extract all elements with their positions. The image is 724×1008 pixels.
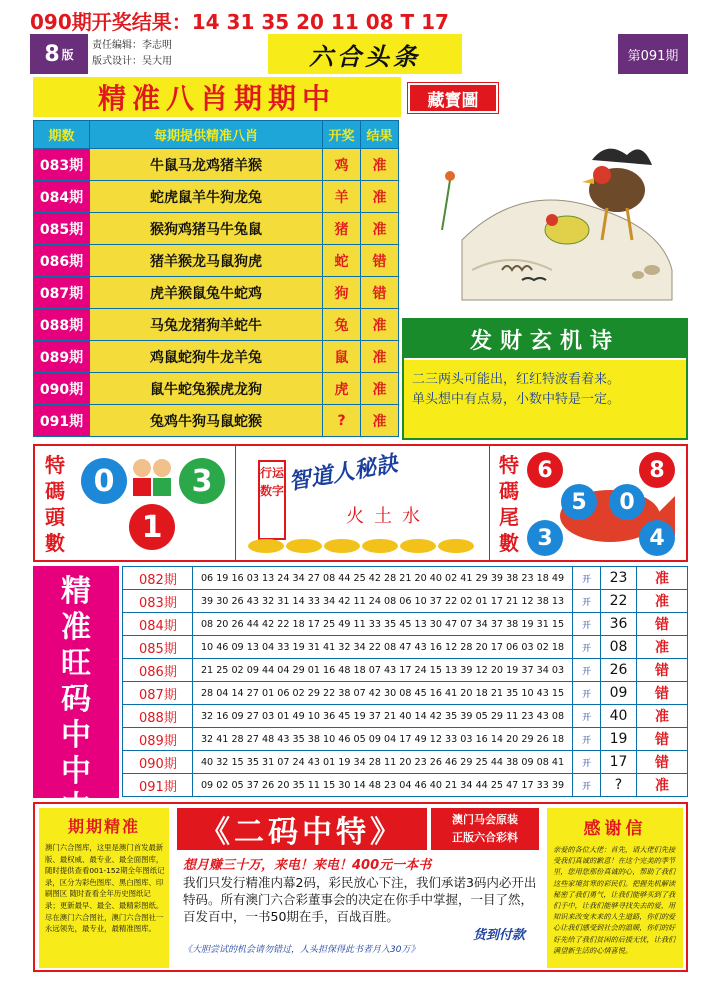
numbers-cell: 39 30 26 43 32 31 14 33 34 42 11 24 08 06 10 37 22 02 01 17 21 12 38 13 — [193, 590, 573, 613]
numbers-cell: 21 25 02 09 44 04 29 01 16 48 18 07 43 17 24 15 13 39 12 20 19 37 34 03 — [193, 659, 573, 682]
table-row — [123, 636, 688, 659]
head-ball: 1 — [129, 504, 175, 550]
eight-zodiac-title: 精准八肖期期中 — [33, 77, 401, 117]
table-row — [123, 682, 688, 705]
numbers-cell: 08 20 26 44 42 22 18 17 25 49 11 33 35 45 13 30 47 07 34 37 38 19 31 15 — [193, 613, 573, 636]
draw-label-cell: 开 — [573, 659, 601, 682]
table-row — [123, 590, 688, 613]
table-row — [34, 213, 399, 245]
numbers-cell: 09 02 05 37 26 20 35 11 15 30 14 48 23 04 46 40 21 34 44 25 47 17 33 39 — [193, 774, 573, 797]
period-cell: 089期 — [34, 341, 90, 373]
draw-label-cell: 开 — [573, 705, 601, 728]
draw-value-cell: ? — [601, 774, 637, 797]
column-header: 每期提供精准八肖 — [90, 121, 323, 149]
table-row — [34, 245, 399, 277]
table-row — [34, 277, 399, 309]
poem-line: 单头想中有点易，小数中特是一定。 — [412, 392, 621, 407]
draw-value-cell: 08 — [601, 636, 637, 659]
period-cell: 086期 — [34, 245, 90, 277]
period-cell: 088期 — [123, 705, 193, 728]
hot-numbers-table — [122, 566, 688, 797]
numbers-cell: 32 41 28 27 48 43 35 38 10 46 05 09 04 17 49 12 33 03 16 14 20 29 26 18 — [193, 728, 573, 751]
period-cell: 087期 — [34, 277, 90, 309]
result-cell: 错 — [637, 659, 688, 682]
draw-cell: 鼠 — [323, 341, 361, 373]
draw-cell: 猪 — [323, 213, 361, 245]
result-cell: 准 — [361, 405, 399, 437]
period-cell: 091期 — [34, 405, 90, 437]
thanks-title: 感谢信 — [583, 819, 647, 839]
tail-ball: 8 — [639, 452, 675, 488]
period-cell: 090期 — [123, 751, 193, 774]
draw-cell: 虎 — [323, 373, 361, 405]
draw-cell: 蛇 — [323, 245, 361, 277]
result-cell: 准 — [361, 181, 399, 213]
numbers-cell: 32 16 09 27 03 01 49 10 36 45 19 37 21 40 14 42 35 39 05 29 11 23 43 08 — [193, 705, 573, 728]
draw-cell: 狗 — [323, 277, 361, 309]
poem-title: 发财玄机诗 — [404, 320, 686, 358]
table-row — [123, 705, 688, 728]
numbers-cell: 40 32 15 35 31 07 24 43 01 19 34 28 11 20 23 26 46 29 25 44 38 09 08 41 — [193, 751, 573, 774]
draw-value-cell: 17 — [601, 751, 637, 774]
edition-badge — [30, 34, 88, 74]
draw-label-cell: 开 — [573, 590, 601, 613]
two-code-title: 《二码中特》 — [177, 808, 427, 850]
table-row — [123, 728, 688, 751]
draw-label-cell: 开 — [573, 774, 601, 797]
draw-cell: 鸡 — [323, 149, 361, 181]
result-cell: 准 — [361, 309, 399, 341]
zodiac-cell: 鸡鼠蛇狗牛龙羊兔 — [90, 341, 323, 373]
result-cell: 错 — [361, 245, 399, 277]
editor-credits — [92, 38, 172, 70]
element-hint: 火土水 — [346, 506, 430, 527]
numbers-cell: 10 46 09 13 04 33 19 31 41 32 34 22 08 47 43 16 12 28 20 17 06 03 02 18 — [193, 636, 573, 659]
result-cell: 准 — [637, 774, 688, 797]
edition-number: 8 — [44, 41, 60, 67]
brand-title: 六合头条 — [268, 34, 462, 74]
result-cell: 错 — [637, 751, 688, 774]
zodiac-cell: 猪羊猴龙马鼠狗虎 — [90, 245, 323, 277]
table-row — [123, 659, 688, 682]
head-ball: 0 — [81, 458, 127, 504]
result-cell: 错 — [637, 728, 688, 751]
special-digits-band — [33, 444, 688, 562]
eight-zodiac-table — [33, 120, 399, 437]
promo-text: 我们只发行精准内幕2码，彩民放心下注，我们承诺3码内必开出特码。所有澳门六合彩董事会的决定在你手中掌握，一目了然，百发百中，一书50期在手，百战百胜。 — [183, 875, 537, 924]
period-cell: 090期 — [34, 373, 90, 405]
period-cell: 086期 — [123, 659, 193, 682]
draw-value-cell: 09 — [601, 682, 637, 705]
result-cell: 错 — [637, 613, 688, 636]
macau-line: 正版六合彩料 — [452, 831, 518, 844]
draw-label-cell: 开 — [573, 728, 601, 751]
draw-value-cell: 23 — [601, 567, 637, 590]
precision-box — [39, 808, 169, 968]
result-cell: 准 — [637, 567, 688, 590]
table-row — [34, 149, 399, 181]
zodiac-cell: 虎羊猴鼠兔牛蛇鸡 — [90, 277, 323, 309]
draw-cell: 羊 — [323, 181, 361, 213]
draw-label-cell: 开 — [573, 682, 601, 705]
period-cell: 083期 — [34, 149, 90, 181]
draw-label-cell: 开 — [573, 613, 601, 636]
rooster-illustration — [402, 120, 688, 314]
period-cell: 083期 — [123, 590, 193, 613]
table-row — [34, 309, 399, 341]
table-row — [34, 405, 399, 437]
draw-label-cell: 开 — [573, 567, 601, 590]
tail-ball: 4 — [639, 520, 675, 556]
draw-value-cell: 36 — [601, 613, 637, 636]
gold-ingot-icon — [246, 534, 480, 554]
zodiac-cell: 猴狗鸡猪马牛兔鼠 — [90, 213, 323, 245]
kids-icon — [127, 452, 177, 502]
issue-badge: 第091期 — [618, 34, 688, 74]
period-cell: 085期 — [123, 636, 193, 659]
result-cell: 错 — [361, 277, 399, 309]
zodiac-cell: 牛鼠马龙鸡猪羊猴 — [90, 149, 323, 181]
table-header-row — [34, 121, 399, 149]
thanks-body: 亲爱的各位大佬：首先，请大佬们先接受我们真诚的歉意！在这个完美的季节里，您用您那份真诚的心，帮助了我们这些家境贫寒的彩民们。把握先机解读秘密了我们勇气，让我们能够买到了我们手中，让我们能够寻找失去的爱，用知识来改变未来的人生道路，你们的爱心让我们感受到社会的温暖，你们的好好先给了我们贫困的后援无忧，让我们满望新生活的心情喜悦。 — [553, 845, 676, 955]
draw-cell: 兔 — [323, 309, 361, 341]
secret-title: 智道人秘訣 — [287, 451, 400, 496]
period-cell: 089期 — [123, 728, 193, 751]
head-ball: 3 — [179, 458, 225, 504]
column-header: 结果 — [361, 121, 399, 149]
lucky-number-label: 行运数字 — [258, 460, 286, 540]
column-header: 开奖 — [323, 121, 361, 149]
draw-label-cell: 开 — [573, 636, 601, 659]
tail-ball: 3 — [527, 520, 563, 556]
designer-line: 版式设计：吴大用 — [92, 56, 172, 67]
slogan: 想月赚三十万，来电！来电！400元一本书 — [183, 858, 432, 873]
draw-cell: ? — [323, 405, 361, 437]
zodiac-cell: 鼠牛蛇兔猴虎龙狗 — [90, 373, 323, 405]
precision-title: 期期精准 — [67, 817, 140, 836]
period-cell: 088期 — [34, 309, 90, 341]
numbers-cell: 28 04 14 27 01 06 02 29 22 38 07 42 30 08 45 16 41 20 18 21 35 10 43 15 — [193, 682, 573, 705]
top-result-banner: 090期开奖结果：14 31 35 20 11 08 T 17 — [30, 10, 449, 34]
table-row — [34, 341, 399, 373]
rooster-icon — [402, 120, 688, 314]
treasure-map-tag: 藏寳圖 — [408, 83, 498, 113]
period-cell: 082期 — [123, 567, 193, 590]
result-cell: 准 — [637, 636, 688, 659]
result-cell: 准 — [361, 149, 399, 181]
zodiac-cell: 马兔龙猪狗羊蛇牛 — [90, 309, 323, 341]
table-row — [123, 613, 688, 636]
editor-line: 责任编辑：李志明 — [92, 40, 172, 51]
header-row — [30, 34, 688, 74]
hot-numbers-label — [33, 566, 119, 798]
result-cell: 错 — [637, 682, 688, 705]
result-cell: 准 — [361, 373, 399, 405]
table-row — [123, 774, 688, 797]
result-cell: 准 — [361, 341, 399, 373]
draw-value-cell: 22 — [601, 590, 637, 613]
result-cell: 准 — [361, 213, 399, 245]
zodiac-cell: 兔鸡牛狗马鼠蛇猴 — [90, 405, 323, 437]
bottom-advert — [33, 802, 688, 972]
poem-body — [404, 360, 686, 438]
head-digits-label: 特碼頭數 — [45, 453, 65, 555]
promo-footnote: 《大胆尝试的机会请勿错过，人头担保得此书者月入30万》 — [183, 945, 420, 955]
macau-tag — [431, 808, 539, 850]
draw-label-cell: 开 — [573, 751, 601, 774]
draw-value-cell: 40 — [601, 705, 637, 728]
period-cell: 084期 — [123, 613, 193, 636]
period-cell: 091期 — [123, 774, 193, 797]
poem-line: 二三两头可能出，红红特波看着来。 — [412, 372, 621, 387]
cash-on-delivery: 货到付款 — [473, 928, 526, 943]
hot-numbers-title: 精准旺码中中 — [61, 574, 91, 789]
table-row — [34, 181, 399, 213]
result-cell: 准 — [637, 590, 688, 613]
draw-value-cell: 19 — [601, 728, 637, 751]
tail-digits-label: 特碼尾數 — [499, 453, 519, 555]
thanks-letter — [547, 808, 683, 968]
tail-ball: 6 — [527, 452, 563, 488]
precision-body: 澳门六合图库，这里是澳门首发最新版、最权威、最专业、最全面图库，随时提供查看001-152期全年图纸记录，区分为彩色图库、黑白图库、印刷图区 随时查看全年历史图纸记录；更新最早、最全、最精彩图纸。尽在澳门六合图社，澳门六合图社一永远领先，最专业，最精准图库。 — [45, 843, 165, 934]
tail-ball: 5 — [561, 484, 597, 520]
period-cell: 087期 — [123, 682, 193, 705]
secret-panel — [235, 446, 490, 560]
result-cell: 准 — [637, 705, 688, 728]
tail-ball: 0 — [609, 484, 645, 520]
macau-line: 澳门马会原装 — [452, 813, 518, 826]
edition-unit: 版 — [61, 47, 74, 62]
table-row — [123, 751, 688, 774]
poem-box — [402, 318, 688, 440]
period-cell: 085期 — [34, 213, 90, 245]
column-header: 期数 — [34, 121, 90, 149]
zodiac-cell: 蛇虎鼠羊牛狗龙兔 — [90, 181, 323, 213]
draw-value-cell: 26 — [601, 659, 637, 682]
table-row — [34, 373, 399, 405]
period-cell: 084期 — [34, 181, 90, 213]
numbers-cell: 06 19 16 03 13 24 34 27 08 44 25 42 28 21 20 40 02 41 29 39 38 23 18 49 — [193, 567, 573, 590]
table-row — [123, 567, 688, 590]
